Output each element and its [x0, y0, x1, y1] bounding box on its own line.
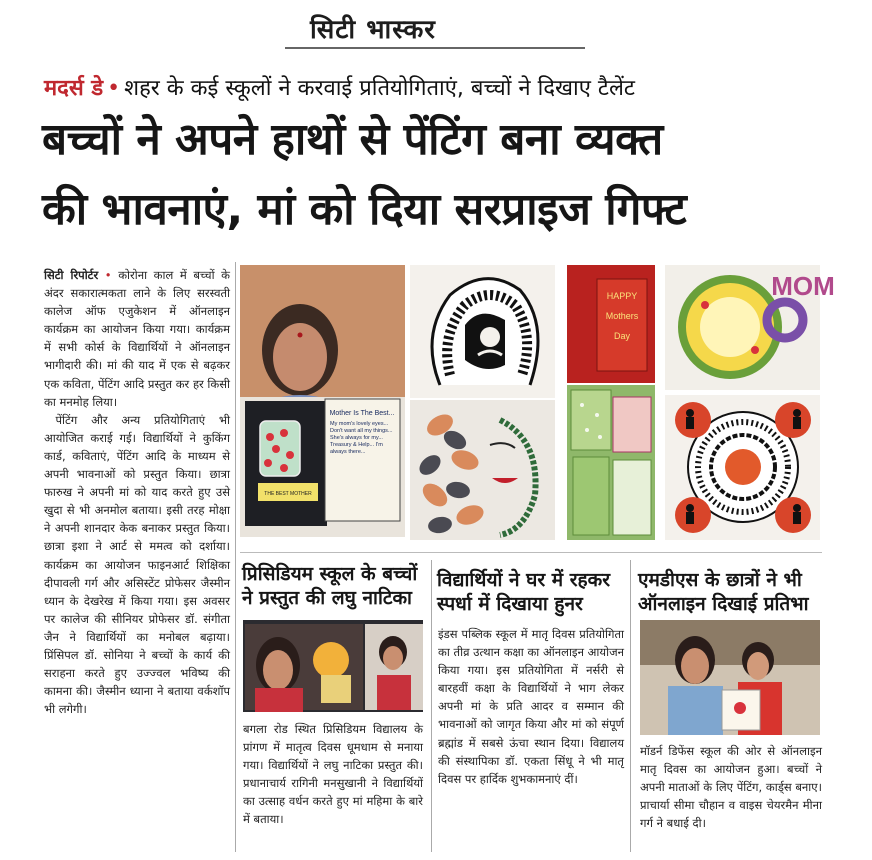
- column-rule-3: [630, 560, 631, 852]
- text-card-title: Mother Is The Best...: [329, 410, 395, 417]
- photo-mds-mother-child: [640, 620, 820, 735]
- jar-card-caption: THE BEST MOTHER: [264, 491, 312, 497]
- main-article: [44, 266, 230, 856]
- kicker: [44, 72, 635, 102]
- article-1-title: प्रिसिडियम स्कूल के बच्चों ने प्रस्तुत की लघु नाटिका: [242, 563, 418, 609]
- kicker-text: शहर के कई स्कूलों ने करवाई प्रतियोगिताएं, बच्चों ने दिखाए टैलेंट: [124, 76, 635, 101]
- column-rule: [235, 262, 236, 852]
- card-mothers-text: Mothers: [605, 311, 639, 321]
- byline: सिटी रिपोर्टर: [44, 268, 99, 282]
- kicker-label: मदर्स डे: [44, 76, 104, 101]
- photo-lineart-mother-child: [410, 265, 555, 398]
- article-3-title: एमडीएस के छात्रों ने भी ऑनलाइन दिखाई प्रतिभा: [638, 569, 809, 615]
- masthead: सिटी भास्कर: [310, 15, 436, 45]
- kicker-dot: •: [107, 76, 121, 101]
- main-article-para-1: कोरोना काल में बच्चों के अंदर सकारात्मकता लाने के लिए सरस्वती कालेज ऑफ एजुकेशन में ऑनलाइन कार्यक्रम का आयोजन किया गया। कार्यक्रम में सभी कोर्स के विद्यार्थियों ने ऑनलाइन भागीदारी की। मां की याद में एक से बढ़कर एक कविता, पेंटिंग आदि प्रस्तुत कर हर किसी का मनमोह लिया।: [44, 268, 230, 409]
- article-2-body: इंडस पब्लिक स्कूल में मातृ दिवस प्रतियोगिता का तीव्र उत्थान कक्षा का ऑनलाइन आयोजन किया गया। इस प्रतियोगिता में नर्सरी से बारहवीं कक्षा के विद्यार्थियों ने भाग लेकर अपनी मां के प्रति आदर व सम्मान की भावनाओं को जागृत किया और मां को संपूर्ण ब्रह्मांड में सबसे ऊंचा स्थान दिया। विद्यालय की संस्थापिका डॉ. एकता सिंधू ने भी मातृ दिवस पर हार्दिक शुभकामनाएं दीं।: [438, 627, 624, 786]
- card-day-text: Day: [613, 331, 631, 341]
- section-rule: [240, 552, 822, 553]
- article-3-body: मॉडर्न डिफेंस स्कूल की ओर से ऑनलाइन मातृ दिवस का आयोजन हुआ। बच्चों ने अपनी माताओं के लिए पेंटिंग, कार्ड्स बनाए। प्राचार्या सीमा चौहान व वाइस चेयरमैन मीना गर्ग ने बधाई दी।: [640, 744, 822, 831]
- text-card-lines: My mom's lovely eyes... Don't want all my things... She's always for my... Treasury & Help... I'm always there...: [330, 421, 393, 455]
- masthead-rule: [285, 47, 585, 49]
- headline-line-1: बच्चों ने अपने हाथों से पेंटिंग बना व्यक्त: [42, 114, 663, 165]
- card-happy-text: HAPPY: [606, 291, 638, 301]
- headline-line-2: की भावनाएं, मां को दिया सरप्राइज गिफ्ट: [42, 184, 687, 235]
- photo-green-cards: [567, 385, 655, 540]
- main-article-para-2: पेंटिंग और अन्य प्रतियोगिताएं भी आयोजित कराई गई। विद्यार्थियों ने कुकिंग कार्ड, कविताएं, पेंटिंग आदि के माध्यम से अपनी भावनाओं को प्रस्तुत किया। छात्रा फारुख ने अपनी मां को याद करते हुए उसे खुदा से भी अनमोल बताया। इसी तरह मोक्षा ने अपनी शानदार केक बनाकर प्रस्तुत किया। छात्रा इशा ने आर्ट से ममत्व को दर्शाया। कार्यक्रम का आयोजन फाइनआर्ट शिक्षिका दीपावली गर्ग और असिस्टेंट प्रोफेसर जैस्मीन ध्यान के देखरेख में किया गया। इस अवसर पर कालेज की सीनियर प्रोफेसर डॉ. संगीता जैन ने विद्यार्थियों का मनोबल बढ़ाया। प्रिंसिपल डॉ. सोनिया ने बच्चों के कार्य की सराहना करते हुए उज्ज्वल भविष्य की कामना की। जैस्मीन ध्याना ने बताया वर्कशॉप भी लगेगी।: [44, 412, 230, 717]
- column-rule-2: [431, 560, 432, 852]
- mom-letters: MOM: [771, 271, 835, 301]
- article-1-body: बगला रोड स्थित प्रिसिडियम विद्यालय के प्रांगण में मातृत्व दिवस धूमधाम से मनाया गया। विद्यार्थियों ने लघु नाटिका प्रस्तुत की। प्रधानाचार्य रागिनी मनसुखानी ने विद्यार्थियों का उत्साह वर्धन करते हुए मां महिमा के बारे में बताया।: [243, 722, 423, 827]
- photo-paper-collage-face: [410, 400, 555, 540]
- photo-mom-circle-art: [665, 265, 835, 390]
- photo-woman-with-card: [240, 265, 405, 537]
- article-2-title: विद्यार्थियों ने घर में रहकर स्पर्धा में दिखाया हुनर: [437, 569, 610, 615]
- photo-happy-mothers-day-card: [567, 265, 655, 383]
- photo-mandala-art: [665, 395, 820, 540]
- photo-presidium-children: [243, 620, 423, 712]
- byline-dot: •: [104, 268, 112, 282]
